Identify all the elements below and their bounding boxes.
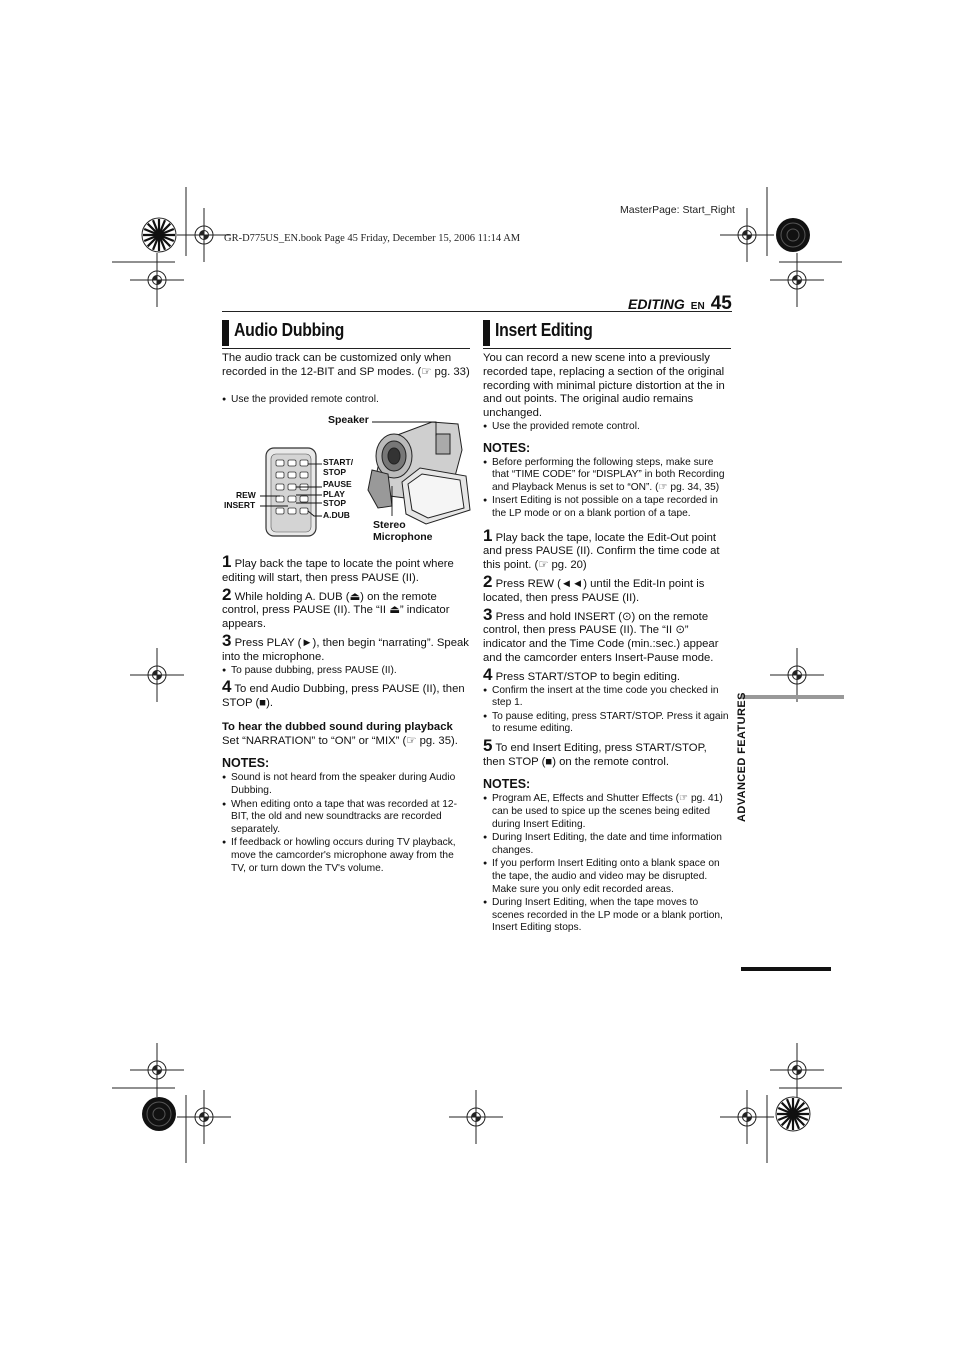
step-text: To end Insert Editing, press START/STOP, then STOP (■) on the remote control. — [483, 741, 707, 768]
intro-bullet: ● Use the provided remote control. — [222, 394, 479, 407]
side-tab-bar — [741, 695, 844, 699]
step-item — [222, 630, 470, 665]
label-play: PLAY — [323, 489, 345, 499]
label-start-stop: START/ STOP — [323, 457, 354, 477]
step-text: Press and hold INSERT (⊙) on the remote control, then press PAUSE (II). The “II ⊙” indicator and the Time Code (min.:sec.) appear and the camcorder enters Insert-Pause mode. — [483, 610, 719, 664]
note-item: ● If feedback or howling occurs during TV playback, move the camcorder's microphone away from the TV, or turn down the TV's volume. — [222, 837, 470, 875]
note-item: ● Sound is not heard from the speaker during Audio Dubbing. — [222, 772, 470, 797]
step-number: 3 — [483, 604, 493, 624]
insert-intro: You can record a new scene into a previously recorded tape, replacing a section of the original recording with minimal picture distortion at the in and out points. The original audio remains unchanged. — [483, 352, 725, 420]
audio-dubbing-intro: The audio track can be customized only when recorded in the 12-BIT and SP modes. (☞ pg. 33) — [222, 352, 470, 378]
step-text: Play back the tape to locate the point where editing will start, then press PAUSE (II). — [222, 558, 454, 584]
step-text: Press PLAY (►), then begin “narrating”. Speak into the microphone. — [222, 636, 469, 663]
note-item: ● During Insert Editing, the date and time information changes. — [483, 832, 731, 857]
side-tab-label: ADVANCED FEATURES — [736, 692, 748, 822]
step-number: 1 — [483, 525, 493, 545]
insert-editing-content — [483, 352, 731, 935]
step-item — [222, 677, 470, 711]
running-head — [628, 293, 732, 315]
lang-code: EN — [690, 301, 705, 312]
audio-dubbing-steps — [222, 552, 470, 875]
label-stop: STOP — [323, 498, 346, 508]
step4-bullet: ● Confirm the insert at the time code you checked in step 1. — [483, 685, 731, 710]
step-text: Press START/STOP to begin editing. — [495, 670, 681, 683]
step-number: 5 — [483, 735, 493, 755]
title-rule — [222, 348, 470, 349]
hear-heading: To hear the dubbed sound during playback — [222, 720, 453, 733]
title-bar-marker — [222, 320, 229, 346]
notes-heading: NOTES: — [222, 756, 270, 771]
step-text: Press REW (◄◄) until the Edit-In point is located, then press PAUSE (II). — [483, 577, 705, 604]
insert-editing-title: Insert Editing — [495, 320, 593, 340]
notes-heading: NOTES: — [483, 440, 531, 455]
step3-bullet: ● To pause dubbing, press PAUSE (II). — [222, 665, 470, 678]
label-rew: REW — [236, 490, 256, 500]
step-number: 2 — [483, 571, 493, 591]
audio-dubbing-title: Audio Dubbing — [234, 320, 345, 340]
label-pause: PAUSE — [323, 479, 352, 489]
step-text: To end Audio Dubbing, press PAUSE (II), then STOP (■). — [222, 683, 465, 709]
title-bar-marker — [483, 320, 490, 346]
step-item — [483, 571, 731, 606]
notes-heading: NOTES: — [483, 777, 531, 792]
step-number: 4 — [222, 677, 232, 697]
note-item: ● During Insert Editing, when the tape moves to scenes recorded in the LP mode or a blank portion, Insert Editing stops. — [483, 897, 731, 935]
step-number: 4 — [483, 664, 493, 684]
label-stereo-mic: Stereo Microphone — [373, 519, 433, 543]
section-name: EDITING — [628, 296, 685, 312]
note-item: ● When editing onto a tape that was recorded at 12-BIT, the old and new soundtracks are recorded separately. — [222, 799, 470, 837]
title-rule — [483, 348, 731, 349]
step4-bullet: ● To pause editing, press START/STOP. Press it again to resume editing. — [483, 711, 731, 736]
step-number: 3 — [222, 630, 232, 650]
label-speaker: Speaker — [328, 414, 369, 426]
step-item — [483, 664, 731, 685]
page-number: 45 — [710, 293, 732, 314]
note-item: ● Program AE, Effects and Shutter Effects (☞ pg. 41) can be used to spice up the scenes being edited during Insert Editing. — [483, 793, 731, 831]
step-item — [222, 552, 470, 586]
print-header: GR-D775US_EN.book Page 45 Friday, December 15, 2006 11:14 AM — [224, 233, 521, 244]
step-item — [483, 735, 731, 770]
master-page-label: MasterPage: Start_Right — [620, 204, 735, 216]
note-item: ● Before performing the following steps, make sure that “TIME CODE” for “DISPLAY” in both Recording and Playback Menus is set to “ON”. (☞ pg. 34, 35) — [483, 457, 731, 495]
note-item: ● Insert Editing is not possible on a tape recorded in the LP mode or on a blank portion of a tape. — [483, 495, 731, 520]
step-item — [483, 525, 731, 573]
step-text: Play back the tape, locate the Edit-Out point and press PAUSE (II). Confirm the time code at this point. (☞ pg. 20) — [483, 531, 720, 572]
step-number: 2 — [222, 584, 232, 604]
step-number: 1 — [222, 552, 232, 571]
note-item: ● If you perform Insert Editing onto a blank space on the tape, the audio and video may be disrupted. Make sure you only edit recorded areas. — [483, 858, 731, 896]
step-text: While holding A. DUB (⏏) on the remote control, press PAUSE (II). The “II ⏏” indicator appears. — [222, 590, 450, 631]
label-adub: A.DUB — [323, 510, 350, 520]
step-item — [483, 604, 731, 666]
step-item — [222, 584, 470, 632]
label-insert: INSERT — [224, 500, 256, 510]
hear-text: Set “NARRATION” to “ON” or “MIX” (☞ pg. 35). — [222, 734, 458, 747]
remote-camcorder-figure — [222, 410, 472, 550]
intro-bullet: ● Use the provided remote control. — [483, 421, 731, 434]
side-tab-end-bar — [741, 967, 831, 971]
